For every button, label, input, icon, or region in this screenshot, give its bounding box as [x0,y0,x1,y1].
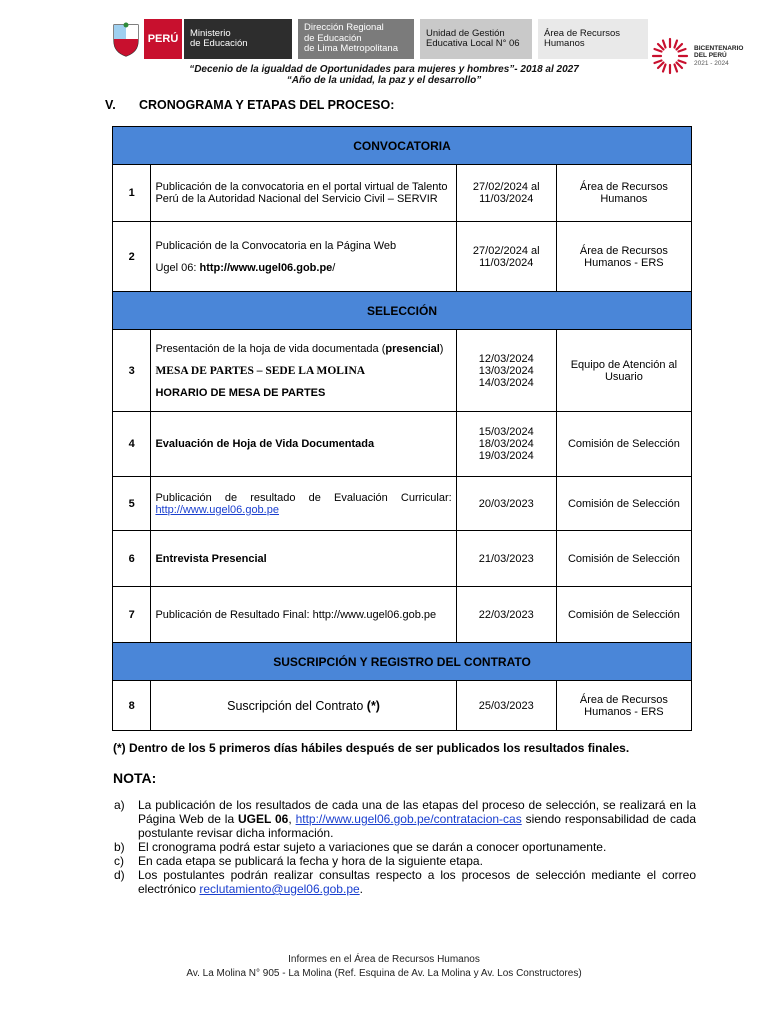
peru-coat-of-arms-icon [108,19,144,59]
row-responsible: Área de Recursos Humanos - ERS [556,681,691,731]
row-date: 25/03/2023 [456,681,556,731]
contratacion-cas-link[interactable]: http://www.ugel06.gob.pe/contratacion-cas [295,812,522,826]
list-item: c) En cada etapa se publicará la fecha y hora de la siguiente etapa. [114,854,483,868]
ugel-url[interactable]: http://www.ugel06.gob.pe [199,261,333,274]
row-description: Publicación de la Convocatoria en la Página Web Ugel 06: http://www.ugel06.gob.pe/ [151,222,456,292]
page-footer [0,953,768,981]
convocatoria-header: CONVOCATORIA [113,127,692,165]
table-row [113,477,692,531]
section-title [105,98,394,112]
row-date: 12/03/2024 13/03/2024 14/03/2024 [456,330,556,412]
row-number: 2 [113,222,151,292]
bicentenario-text: BICENTENARIO DEL PERÚ 2021 - 2024 [694,44,744,67]
row-date: 21/03/2023 [456,531,556,587]
row-number: 4 [113,412,151,477]
list-item: b) El cronograma podrá estar sujeto a variaciones que se darán a conocer oportunamente. [114,840,607,854]
row-responsible: Comisión de Selección [556,531,691,587]
section-heading: CRONOGRAMA Y ETAPAS DEL PROCESO: [139,98,395,112]
row-description: Publicación de resultado de Evaluación Curricular: http://www.ugel06.gob.pe [151,477,456,531]
row-responsible: Comisión de Selección [556,587,691,643]
row-description: Suscripción del Contrato (*) [151,681,456,731]
table-row [113,531,692,587]
year-motto: “Año de la unidad, la paz y el desarrollo” [286,75,482,86]
table-row [113,412,692,477]
row-description: Publicación de Resultado Final: http://www.ugel06.gob.pe [151,587,456,643]
row-number: 8 [113,681,151,731]
row-number: 3 [113,330,151,412]
row-responsible: Equipo de Atención al Usuario [556,330,691,412]
row-number: 1 [113,165,151,222]
row-date: 15/03/2024 18/03/2024 19/03/2024 [456,412,556,477]
row-description: Entrevista Presencial [151,531,456,587]
ministry-label: Ministerio de Educación [182,19,292,59]
list-item: a) La publicación de los resultados de cada una de las etapas del proceso de selección, se realizará en la Página Web de la UGEL 06, http://www.ugel06.gob.pe/contratacion-cas siendo responsabilidad de cada postulante revisar dicha información. [114,798,696,840]
row-description: Evaluación de Hoja de Vida Documentada [151,412,456,477]
row-responsible: Comisión de Selección [556,412,691,477]
regional-direction-label: Dirección Regional de Educación de Lima Metropolitana [298,19,414,59]
seleccion-header: SELECCIÓN [113,292,692,330]
list-item: d) Los postulantes podrán realizar consultas respecto a los procesos de selección mediante el correo electrónico reclutamiento@ugel06.gob.pe. [114,868,696,896]
table-row [113,222,692,292]
suscripcion-header: SUSCRIPCIÓN Y REGISTRO DEL CONTRATO [113,643,692,681]
ugel-label: Unidad de Gestión Educativa Local N° 06 [420,19,532,59]
table-row [113,587,692,643]
row-description: Presentación de la hoja de vida documentada (presencial) MESA DE PARTES – SEDE LA MOLINA HORARIO DE MESA DE PARTES [151,330,456,412]
row-number: 5 [113,477,151,531]
row-responsible: Comisión de Selección [556,477,691,531]
row-responsible: Área de Recursos Humanos - ERS [556,222,691,292]
table-row [113,330,692,412]
footer-info-line: Informes en el Área de Recursos Humanos [288,954,480,965]
decade-motto: “Decenio de la igualdad de Oportunidades para mujeres y hombres”- 2018 al 2027 [189,64,579,75]
footer-address-line: Av. La Molina N° 905 - La Molina (Ref. Esquina de Av. La Molina y Av. Los Constructores) [186,968,582,979]
table-footnote: (*) Dentro de los 5 primeros días hábiles después de ser publicados los resultados finales. [113,741,630,755]
evaluation-results-link[interactable]: http://www.ugel06.gob.pe [155,503,279,516]
row-number: 7 [113,587,151,643]
notes-list [114,798,696,896]
row-number: 6 [113,531,151,587]
table-row [113,165,692,222]
institution-header [108,19,648,59]
peru-brand-label: PERÚ [144,19,182,59]
nota-heading: NOTA: [113,770,157,786]
row-date: 27/02/2024 al 11/03/2024 [456,165,556,222]
row-date: 20/03/2023 [456,477,556,531]
table-row [113,681,692,731]
row-responsible: Área de Recursos Humanos [556,165,691,222]
recruitment-email-link[interactable]: reclutamiento@ugel06.gob.pe [199,882,360,896]
schedule-table [112,126,692,731]
area-label: Área de Recursos Humanos [538,19,648,59]
section-number: V. [105,98,116,112]
row-description: Publicación de la convocatoria en el portal virtual de Talento Perú de la Autoridad Nacional del Servicio Civil – SERVIR [151,165,456,222]
row-date: 22/03/2023 [456,587,556,643]
row-date: 27/02/2024 al 11/03/2024 [456,222,556,292]
